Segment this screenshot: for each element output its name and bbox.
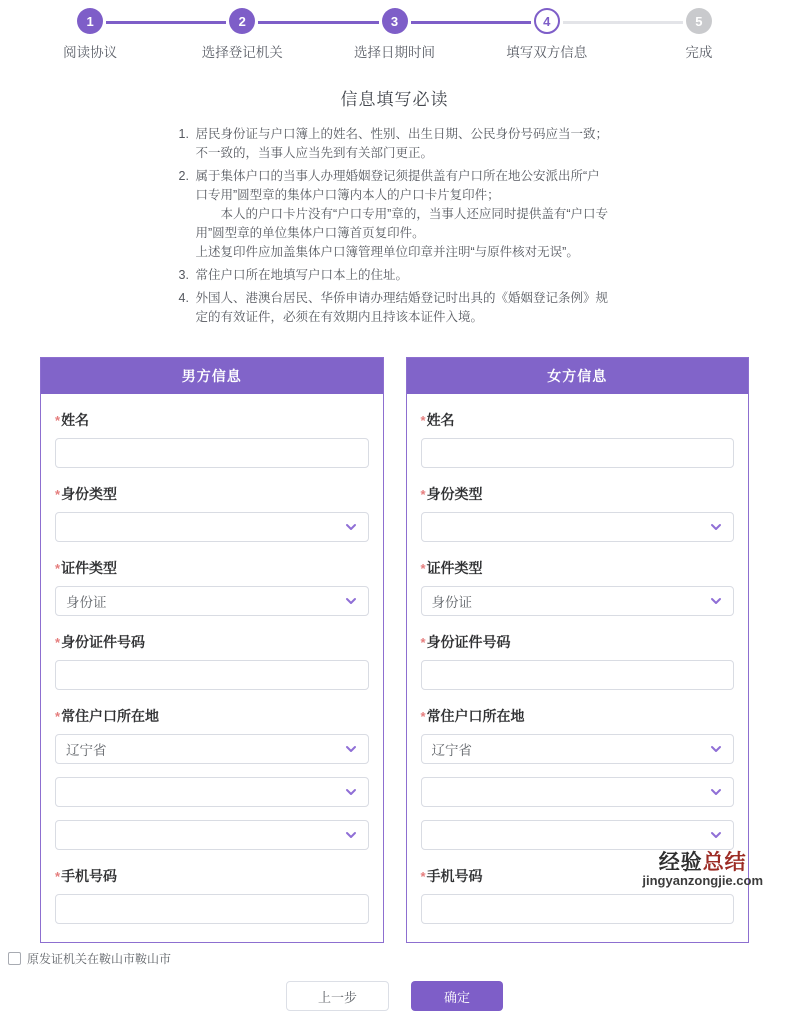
notice-item — [179, 289, 611, 327]
male-residence-province-value: 辽宁省 — [66, 743, 107, 758]
female-phone-label: *手机号码 — [420, 868, 483, 884]
female-residence-district-field — [421, 820, 735, 850]
original-office-checkbox-row — [8, 950, 789, 967]
required-mark: * — [55, 709, 61, 724]
female-name-input[interactable] — [421, 438, 735, 468]
chevron-down-icon — [709, 520, 723, 534]
step-3-circle: 3 — [382, 8, 408, 34]
required-mark: * — [55, 413, 61, 428]
notice-item-text — [196, 125, 611, 163]
required-mark: * — [420, 635, 426, 650]
male-id-type-label: *身份类型 — [55, 486, 118, 502]
male-residence-province-select[interactable] — [55, 734, 369, 764]
step-4-label: 填写双方信息 — [506, 45, 588, 60]
male-cert-type-value: 身份证 — [66, 595, 107, 610]
female-panel-title: 女方信息 — [407, 358, 749, 394]
required-mark: * — [55, 561, 61, 576]
male-panel-title: 男方信息 — [41, 358, 383, 394]
chevron-down-icon — [709, 828, 723, 842]
notice-paragraph: 本人的户口卡片没有“户口专用”章的，当事人还应同时提供盖有“户口专用”圆型章的单位集体户口簿首页复印件。 — [195, 207, 608, 240]
step-select-office — [166, 8, 318, 61]
female-name-field — [421, 410, 735, 468]
male-id-number-field — [55, 632, 369, 690]
step-fill-info — [471, 8, 623, 61]
female-residence-city-field — [421, 777, 735, 807]
notice-item-number: 4. — [178, 291, 189, 305]
female-residence-province-value: 辽宁省 — [431, 743, 472, 758]
female-id-number-input[interactable] — [421, 660, 735, 690]
female-residence-label: *常住户口所在地 — [420, 708, 525, 724]
notice-item — [179, 266, 611, 285]
required-mark: * — [55, 487, 61, 502]
step-5-circle: 5 — [686, 8, 712, 34]
step-4-circle: 4 — [534, 8, 560, 34]
watermark-domain: jingyanzongjie.com — [642, 873, 763, 889]
notice-paragraph: 居民身份证与户口簿上的姓名、性别、出生日期、公民身份号码应当一致；不一致的，当事人应当先到有关部门更正。 — [195, 127, 609, 160]
male-id-type-select[interactable] — [55, 512, 369, 542]
male-phone-label: *手机号码 — [55, 868, 118, 884]
notice-title: 信息填写必读 — [340, 90, 449, 109]
female-cert-type-label: *证件类型 — [420, 560, 483, 576]
notice-item-number: 3. — [178, 268, 189, 282]
male-phone-field — [55, 866, 369, 924]
notice-item — [179, 167, 611, 262]
required-mark: * — [420, 487, 426, 502]
previous-step-button[interactable]: 上一步 — [286, 981, 389, 1011]
chevron-down-icon — [709, 785, 723, 799]
male-id-number-input[interactable] — [55, 660, 369, 690]
required-mark: * — [55, 635, 61, 650]
step-3-label: 选择日期时间 — [354, 45, 435, 60]
male-cert-type-field — [55, 558, 369, 616]
female-cert-type-value: 身份证 — [431, 595, 472, 610]
male-cert-type-select[interactable] — [55, 586, 369, 616]
female-id-number-field — [421, 632, 735, 690]
male-residence-label: *常住户口所在地 — [55, 708, 160, 724]
male-id-number-label: *身份证件号码 — [55, 634, 146, 650]
male-phone-input[interactable] — [55, 894, 369, 924]
notice-paragraph: 外国人、港澳台居民、华侨申请办理结婚登记时出具的《婚姻登记条例》规定的有效证件，必须在有效期内且持该本证件入境。 — [195, 291, 609, 324]
chevron-down-icon — [344, 828, 358, 842]
notice-paragraph: 属于集体户口的当事人办理婚姻登记须提供盖有户口所在地公安派出所“户口专用”圆型章的集体户口簿内本人的户口卡片复印件； — [195, 169, 600, 202]
notice-paragraph: 上述复印件应加盖集体户口簿管理单位印章并注明“与原件核对无误”。 — [195, 245, 579, 259]
male-residence-district-field — [55, 820, 369, 850]
required-mark: * — [420, 709, 426, 724]
chevron-down-icon — [709, 594, 723, 608]
step-complete — [623, 8, 775, 61]
original-office-checkbox-label: 原发证机关在鞍山市鞍山市 — [27, 952, 172, 966]
female-id-number-label: *身份证件号码 — [420, 634, 511, 650]
step-2-label: 选择登记机关 — [201, 45, 283, 60]
male-info-panel — [40, 357, 384, 943]
female-cert-type-field — [421, 558, 735, 616]
chevron-down-icon — [344, 594, 358, 608]
male-residence-city-select[interactable] — [55, 777, 369, 807]
notice-item-number: 2. — [178, 169, 189, 183]
chevron-down-icon — [344, 520, 358, 534]
male-panel-body — [41, 394, 383, 942]
step-1-label: 阅读协议 — [63, 45, 118, 60]
chevron-down-icon — [709, 742, 723, 756]
step-1-circle: 1 — [77, 8, 103, 34]
notice-item-text — [196, 266, 611, 285]
male-residence-field — [55, 706, 369, 764]
notice-paragraph: 常住户口所在地填写户口本上的住址。 — [195, 268, 409, 282]
male-name-input[interactable] — [55, 438, 369, 468]
male-name-label: *姓名 — [55, 412, 90, 428]
wizard-stepper — [0, 0, 789, 61]
site-watermark — [642, 851, 763, 888]
notice-item-number: 1. — [178, 127, 189, 141]
female-name-label: *姓名 — [420, 412, 455, 428]
notice-list — [179, 125, 611, 327]
step-read-agreement — [14, 8, 166, 61]
notice-item-text — [196, 289, 611, 327]
male-cert-type-label: *证件类型 — [55, 560, 118, 576]
male-id-type-field — [55, 484, 369, 542]
female-residence-field — [421, 706, 735, 764]
required-mark: * — [55, 869, 61, 884]
watermark-brand: 经验总结 — [658, 851, 747, 874]
female-residence-district-select[interactable] — [421, 820, 735, 850]
female-id-type-field — [421, 484, 735, 542]
required-mark: * — [420, 561, 426, 576]
male-residence-city-field — [55, 777, 369, 807]
step-select-datetime — [318, 8, 470, 61]
step-2-circle: 2 — [229, 8, 255, 34]
notice-item — [179, 125, 611, 163]
required-mark: * — [420, 413, 426, 428]
original-office-checkbox[interactable] — [8, 952, 21, 965]
male-name-field — [55, 410, 369, 468]
male-residence-district-select[interactable] — [55, 820, 369, 850]
female-id-type-select[interactable] — [421, 512, 735, 542]
chevron-down-icon — [344, 742, 358, 756]
female-id-type-label: *身份类型 — [420, 486, 483, 502]
notice-item-text — [196, 167, 611, 262]
female-residence-province-select[interactable] — [421, 734, 735, 764]
female-cert-type-select[interactable] — [421, 586, 735, 616]
step-5-label: 完成 — [685, 45, 713, 60]
female-residence-city-select[interactable] — [421, 777, 735, 807]
chevron-down-icon — [344, 785, 358, 799]
confirm-button[interactable]: 确定 — [411, 981, 503, 1011]
action-buttons — [0, 981, 789, 1011]
required-mark: * — [420, 869, 426, 884]
female-phone-input[interactable] — [421, 894, 735, 924]
